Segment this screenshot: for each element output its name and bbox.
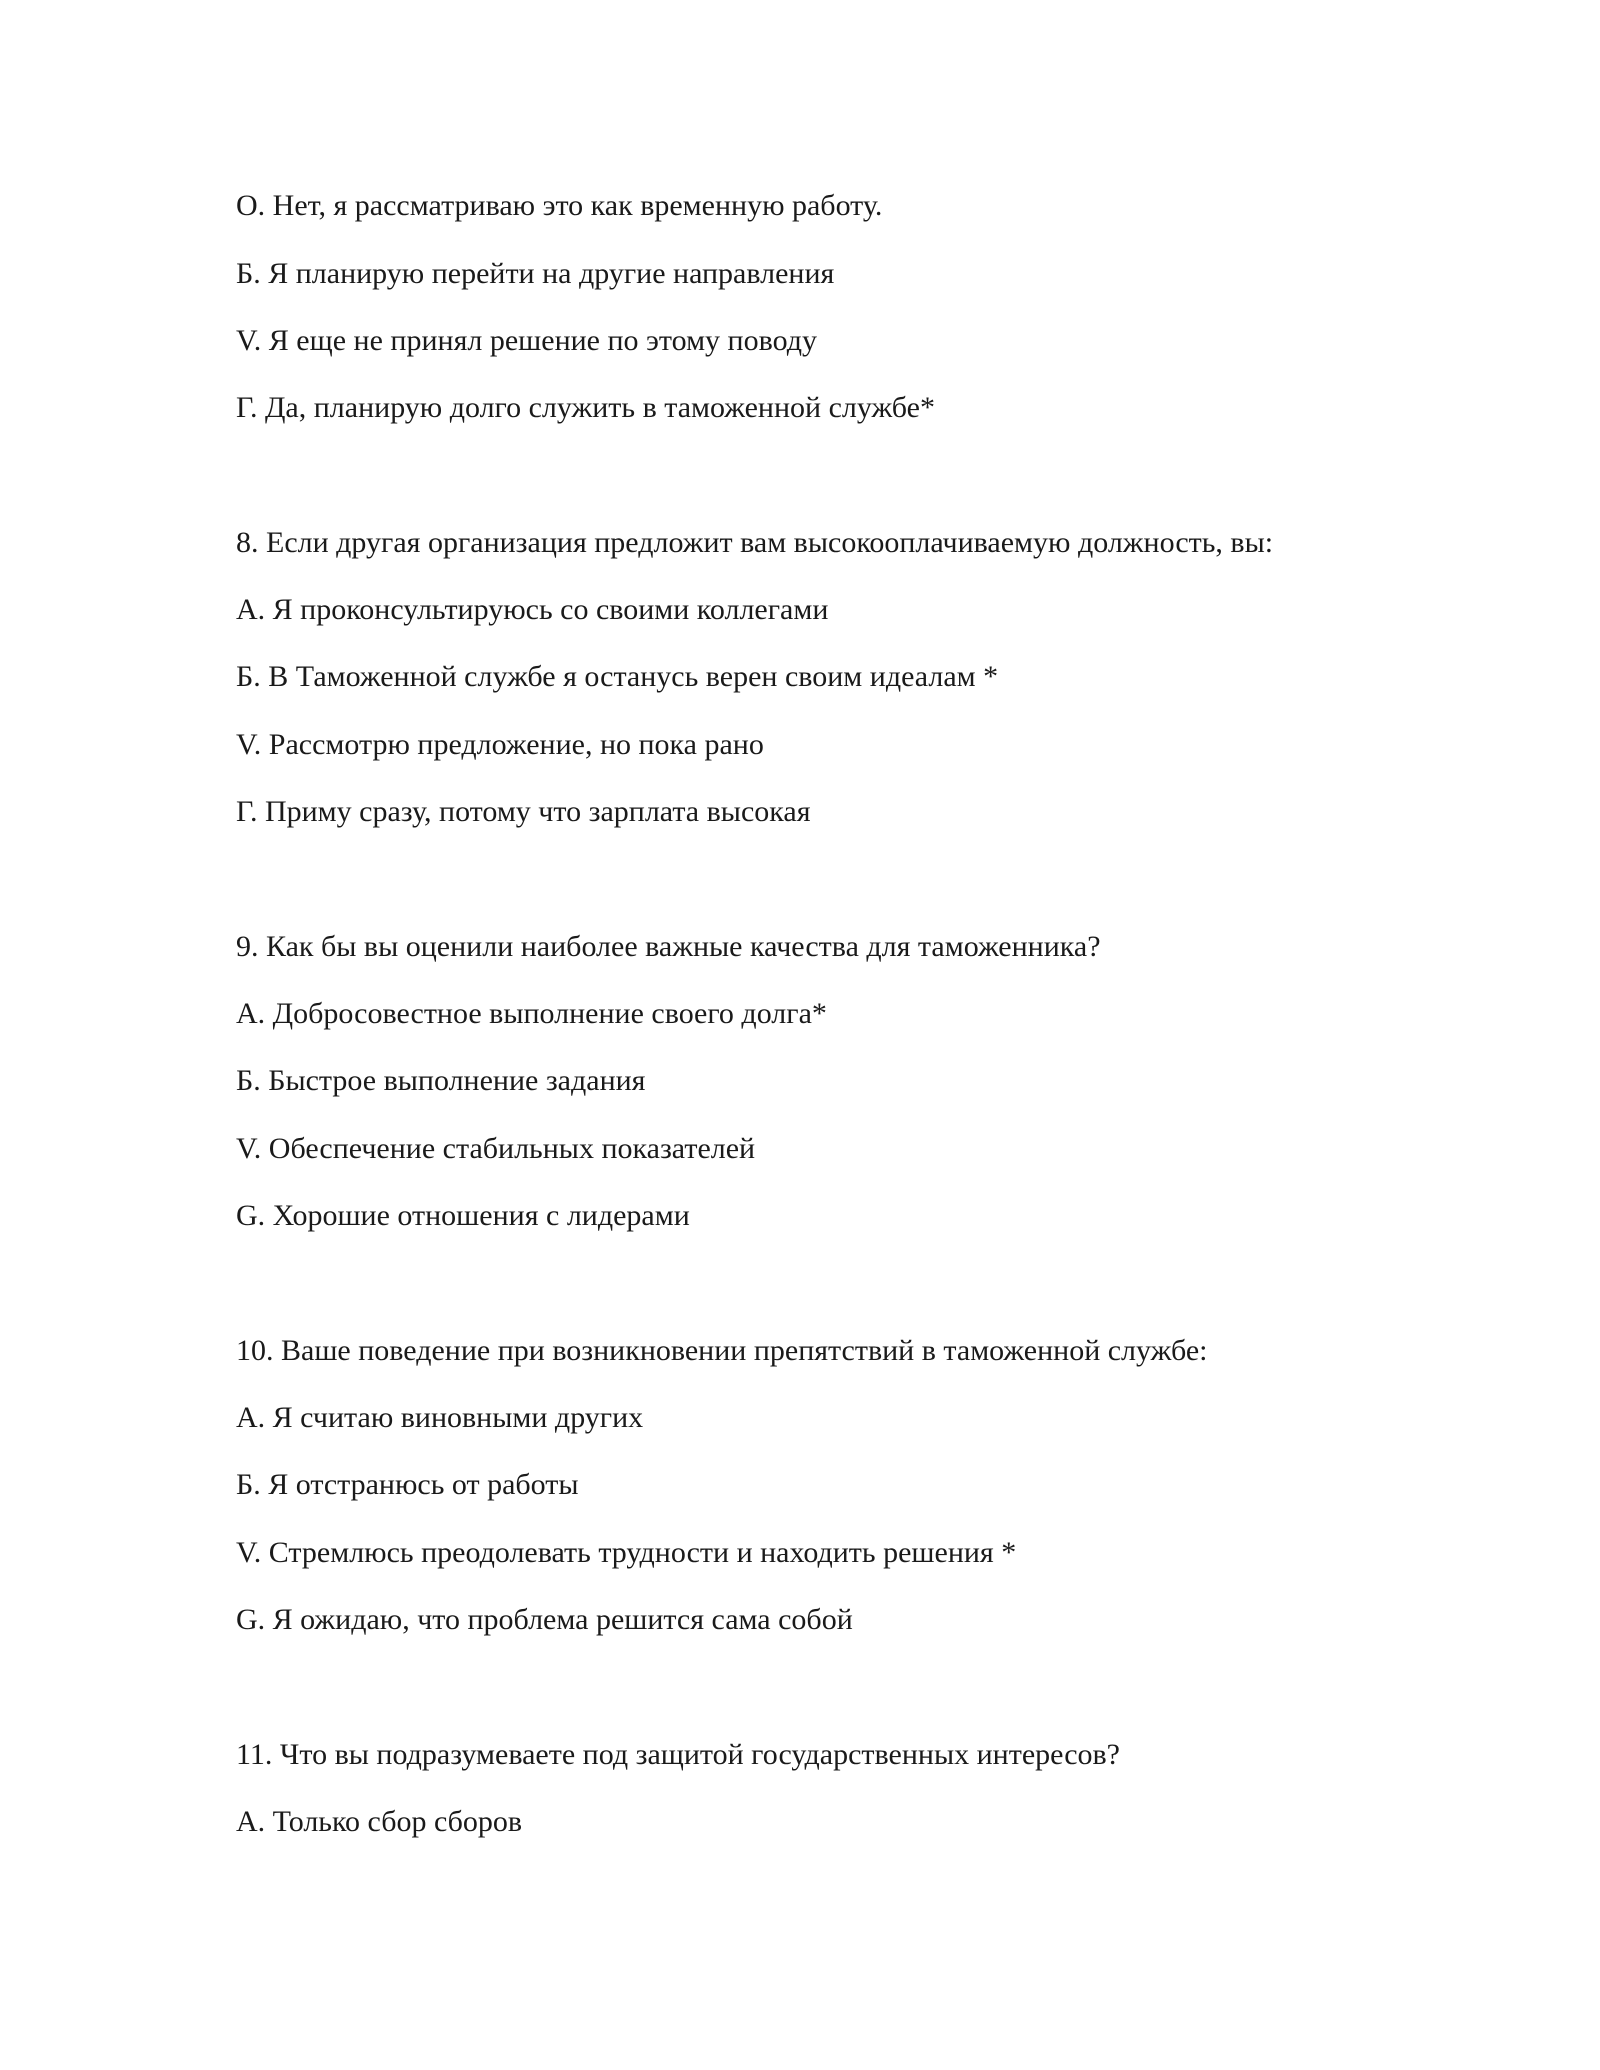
answer-option: G. Хорошие отношения с лидерами <box>236 1199 690 1232</box>
question-text: 8. Если другая организация предложит вам высокооплачиваемую должность, вы: <box>236 526 1274 559</box>
answer-option: А. Только сбор сборов <box>236 1805 523 1838</box>
answer-option: А. Я проконсультируюсь со своими коллегами <box>236 593 829 626</box>
answer-option: Г. Приму сразу, потому что зарплата высокая <box>236 795 811 828</box>
answer-option: V. Я еще не принял решение по этому поводу <box>236 324 817 357</box>
answer-option: А. Я считаю виновными других <box>236 1401 644 1434</box>
answer-option: V. Стремлюсь преодолевать трудности и находить решения * <box>236 1536 1017 1569</box>
answer-option: Б. В Таможенной службе я останусь верен своим идеалам * <box>236 660 999 693</box>
answer-option: Б. Быстрое выполнение задания <box>236 1064 646 1097</box>
question-text: 11. Что вы подразумеваете под защитой государственных интересов? <box>236 1738 1120 1771</box>
answer-option: Г. Да, планирую долго служить в таможенной службе* <box>236 391 935 424</box>
answer-option: V. Рассмотрю предложение, но пока рано <box>236 728 764 761</box>
answer-option: Б. Я планирую перейти на другие направления <box>236 257 835 290</box>
answer-option: Б. Я отстранюсь от работы <box>236 1468 579 1501</box>
answer-option: G. Я ожидаю, что проблема решится сама собой <box>236 1603 853 1636</box>
answer-option: О. Нет, я рассматриваю это как временную работу. <box>236 189 883 222</box>
question-text: 9. Как бы вы оценили наиболее важные качества для таможенника? <box>236 930 1101 963</box>
answer-option: А. Добросовестное выполнение своего долга* <box>236 997 827 1030</box>
answer-option: V. Обеспечение стабильных показателей <box>236 1132 756 1165</box>
question-text: 10. Ваше поведение при возникновении препятствий в таможенной службе: <box>236 1334 1208 1367</box>
